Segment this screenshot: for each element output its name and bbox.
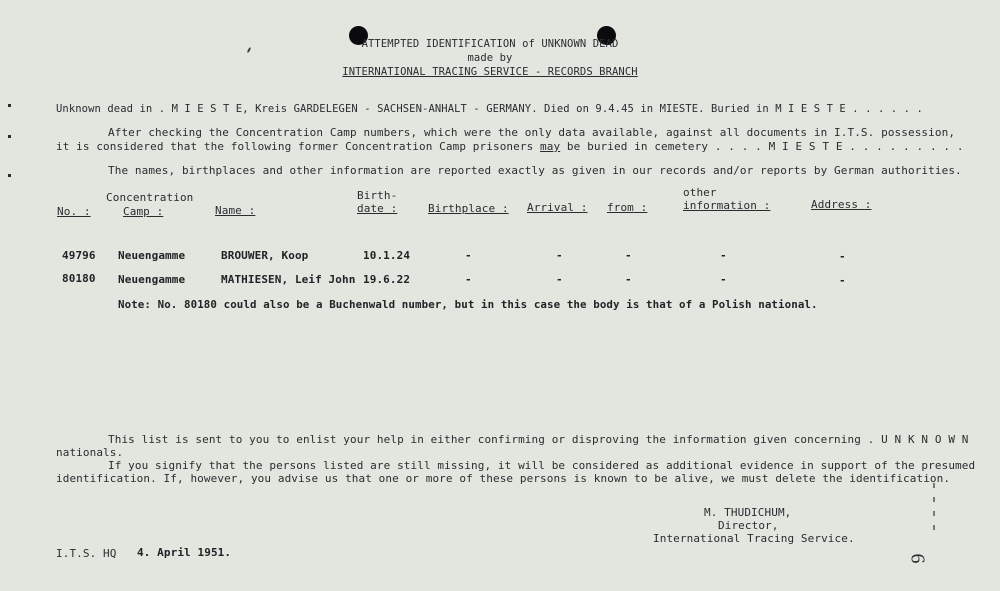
document-title: ATTEMPTED IDENTIFICATION of UNKNOWN DEAD [361, 38, 619, 50]
signature-org: International Tracing Service. [653, 532, 855, 545]
row2-birthplace: - [465, 273, 472, 286]
row2-from: - [625, 273, 632, 286]
row2-other: - [720, 273, 727, 286]
considered-text-a: it is considered that the following former Concentration Camp prisoners [56, 140, 541, 153]
closing-line2: nationals. [56, 446, 124, 459]
row2-camp: Neuengamme [118, 273, 186, 286]
row2-address: - [839, 274, 846, 287]
header-address: Address : [811, 198, 872, 211]
header-camp-line1: Concentration [106, 191, 194, 204]
margin-mark [933, 511, 935, 516]
header-camp-line2: Camp : [123, 205, 164, 218]
footer-date: 4. April 1951. [137, 546, 232, 559]
footer-place: I.T.S. HQ [56, 547, 117, 560]
row1-arrival: - [556, 249, 563, 262]
header-other-line2: information : [683, 199, 771, 212]
considered-line [56, 140, 964, 153]
made-by-line: made by [467, 52, 513, 64]
unknown-dead-line: Unknown dead in . M I E S T E, Kreis GARDELEGEN - SACHSEN-ANHALT - GERMANY. Died on 9.4.45 in MIESTE. Buried in M I E S T E . . . . . . [56, 103, 923, 115]
considered-text-b: be buried in cemetery . . . . M I E S T E . . . . . . . . . [560, 140, 964, 153]
header-birth-line2: date : [357, 202, 398, 215]
row2-name: MATHIESEN, Leif John [221, 273, 356, 286]
margin-mark [8, 174, 11, 177]
header-name: Name : [215, 204, 256, 217]
header-birth-line1: Birth- [357, 189, 398, 202]
margin-mark [933, 497, 935, 502]
table-note: Note: No. 80180 could also be a Buchenwald number, but in this case the body is that of a Polish national. [118, 298, 818, 311]
header-from: from : [607, 201, 648, 214]
stray-mark [247, 47, 252, 53]
row1-birthplace: - [465, 249, 472, 262]
row1-address: - [839, 250, 846, 263]
row2-birthdate: 19.6.22 [363, 273, 411, 286]
closing-line3: If you signify that the persons listed are still missing, it will be considered as additional evidence in support of the presumed [108, 459, 976, 472]
after-checking-line: After checking the Concentration Camp numbers, which were the only data available, against all documents in I.T.S. possession, [108, 126, 956, 139]
row2-arrival: - [556, 273, 563, 286]
header-birthplace: Birthplace : [428, 202, 509, 215]
row1-other: - [720, 249, 727, 262]
branch-line: INTERNATIONAL TRACING SERVICE - RECORDS BRANCH [342, 66, 638, 78]
margin-mark [8, 135, 11, 138]
header-other-line1: other [683, 186, 717, 199]
closing-line4: identification. If, however, you advise us that one or more of these persons is known to be alive, we must delete the identification. [56, 472, 951, 485]
row1-from: - [625, 249, 632, 262]
row1-camp: Neuengamme [118, 249, 186, 262]
page-mark: 6 [906, 553, 929, 564]
margin-mark [8, 104, 11, 107]
names-note-line: The names, birthplaces and other information are reported exactly as given in our records and/or reports by German authorities. [108, 164, 962, 177]
signature-title: Director, [718, 519, 779, 532]
row2-no: 80180 [62, 272, 96, 285]
margin-mark [933, 525, 935, 530]
row1-birthdate: 10.1.24 [363, 249, 411, 262]
row1-no: 49796 [62, 249, 96, 262]
closing-line1: This list is sent to you to enlist your help in either confirming or disproving the information given concerning . U N K N O W N [108, 433, 969, 446]
signature-name: M. THUDICHUM, [704, 506, 792, 519]
row1-name: BROUWER, Koop [221, 249, 309, 262]
considered-may: may [540, 140, 561, 153]
header-no: No. : [57, 205, 91, 218]
header-arrival: Arrival : [527, 201, 588, 214]
